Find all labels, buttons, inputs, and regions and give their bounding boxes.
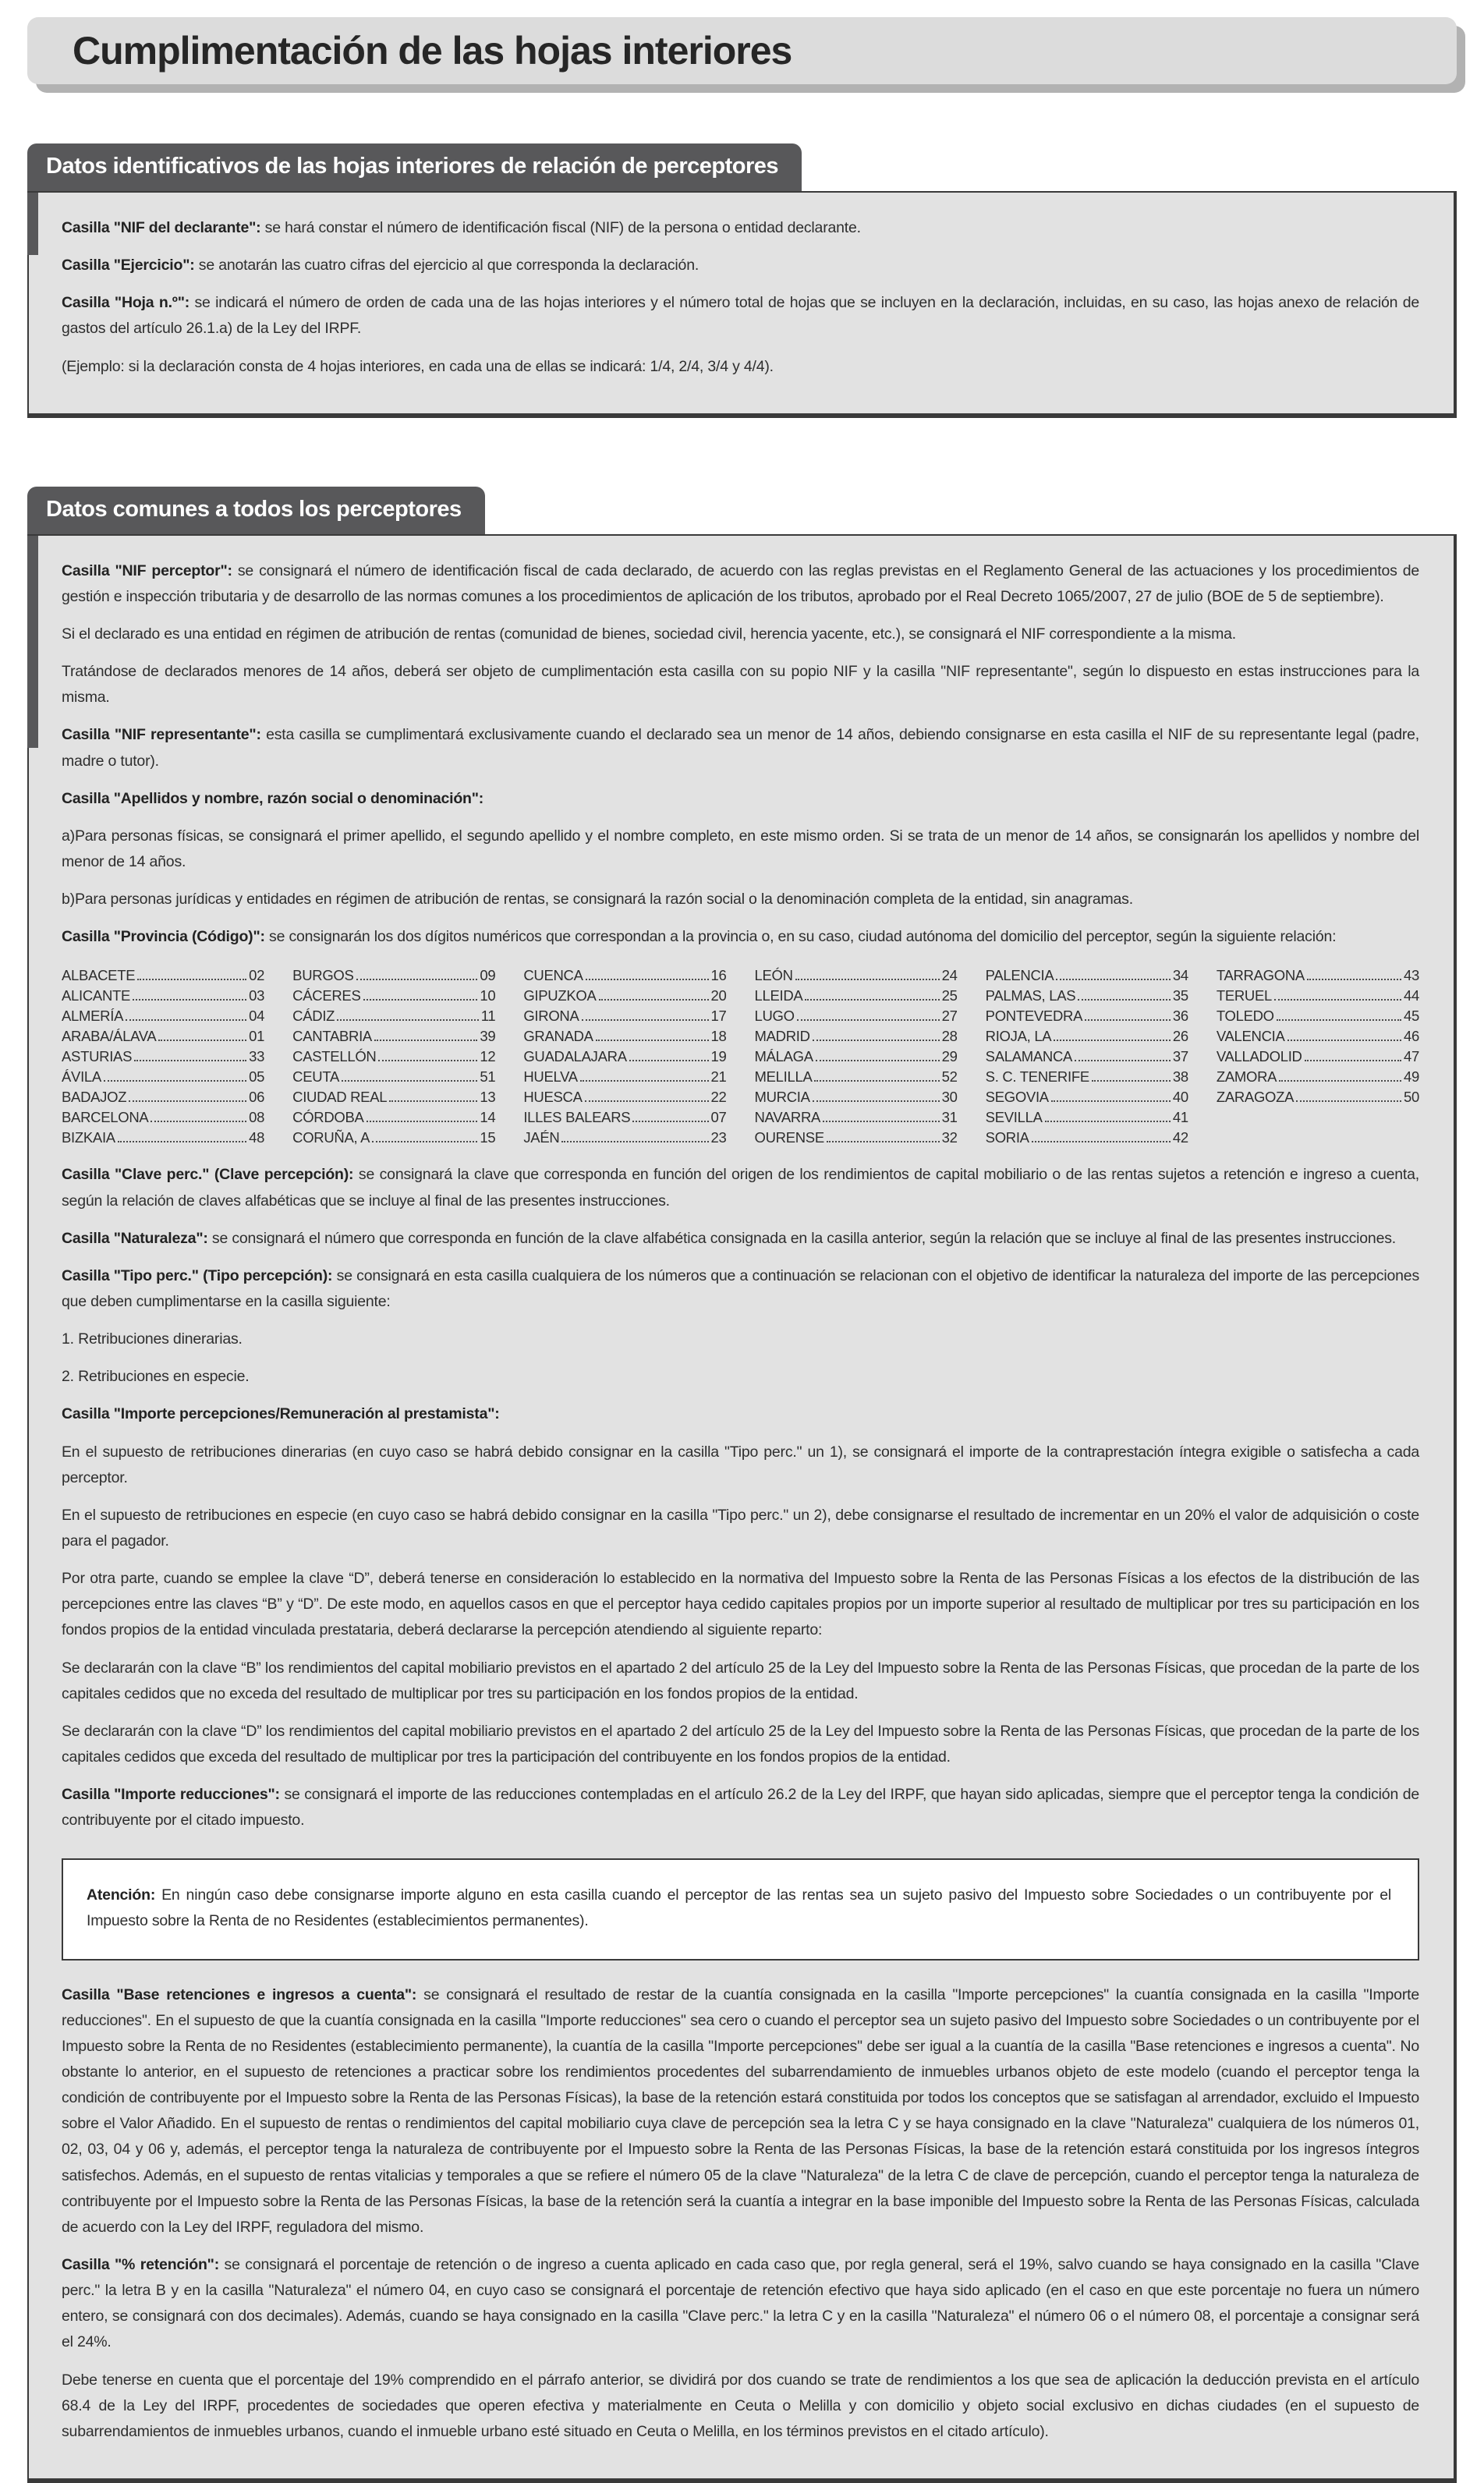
province-row (292, 1047, 495, 1067)
province-name: SEVILLA (985, 1109, 1043, 1126)
paragraph: Casilla "Hoja n.º": se indicará el número de orden de cada una de las hojas interiores y el número total de hojas que se incluyen en la declaración, incluidas, en su caso, las hojas anexo de relación de gastos del artículo 26.1.a) de la Ley del IRPF. (62, 294, 1419, 338)
province-row (523, 965, 726, 986)
province-row (754, 965, 957, 986)
province-code: 26 (1172, 1028, 1188, 1045)
casilla-label: Casilla "Base retenciones e ingresos a cuenta": (62, 1985, 417, 2003)
province-name: ALICANTE (62, 987, 131, 1004)
province-code: 18 (710, 1028, 727, 1045)
dot-leader (158, 1040, 246, 1041)
province-column (523, 965, 726, 1148)
province-row (986, 1067, 1188, 1087)
dot-leader (1054, 1040, 1171, 1041)
province-name: CÁCERES (292, 987, 361, 1004)
province-code: 30 (941, 1089, 958, 1106)
province-code: 07 (710, 1109, 727, 1126)
paragraph: Por otra parte, cuando se emplee la clave “D”, deberá tenerse en consideración lo establecido en la normativa del Impuesto sobre la Renta de las Personas Físicas a los efectos de la distribución de las percepciones entre las claves “B” y “D”. De este modo, en aquellos casos en que el perceptor haya cedido capitales propios por un importe superior al resultado de multiplicar por tres su participación en los fondos propios de la entidad vinculada prestataria, deberá declararse la percepción atendiendo al siguiente reparto: (62, 1570, 1419, 1639)
province-name: MURCIA (754, 1089, 810, 1106)
section-header-text: Datos comunes a todos los perceptores (46, 496, 462, 522)
dot-leader (1305, 1060, 1401, 1061)
casilla-label: Casilla "NIF del declarante": (62, 219, 261, 236)
province-name: CÓRDOBA (292, 1109, 364, 1126)
province-row (754, 1026, 957, 1047)
province-name: ÁVILA (62, 1068, 101, 1086)
dot-leader (1307, 979, 1401, 980)
dot-leader (1078, 999, 1171, 1001)
province-row (754, 1047, 957, 1067)
province-name: LEÓN (754, 967, 793, 984)
province-name: PONTEVEDRA (985, 1008, 1083, 1025)
paragraph: En el supuesto de retribuciones en especie (en cuyo caso se habrá debido consignar en la casilla "Tipo perc." un 2), debe consignarse el resultado de incrementar en un 20% el valor de adquisición o coste para el pagador. (62, 1506, 1419, 1550)
dot-leader (1056, 979, 1170, 980)
province-column (292, 965, 495, 1148)
paragraph: 1. Retribuciones dinerarias. (62, 1330, 243, 1348)
province-code: 36 (1172, 1008, 1188, 1025)
dot-leader (813, 1040, 940, 1041)
dot-leader (823, 1121, 940, 1122)
province-code: 35 (1172, 987, 1188, 1004)
province-row (62, 1006, 264, 1026)
paragraph: En el supuesto de retribuciones dinerarias (en cuyo caso se habrá debido consignar en la casilla "Tipo perc." un 1), se consignará el importe de la contraprestación íntegra exigible o satisfecha a cada perceptor. (62, 1443, 1419, 1486)
province-code: 32 (941, 1129, 958, 1146)
province-row (292, 1087, 495, 1107)
province-code: 17 (710, 1008, 727, 1025)
dot-leader (596, 1040, 709, 1041)
paragraph: Se declararán con la clave “B” los rendimientos del capital mobiliario previstos en el apartado 2 del artículo 25 de la Ley del Impuesto sobre la Renta de las Personas Físicas, que procedan de la parte de los capitales cedidos que no exceda del resultado de multiplicar por tres su participación en los fondos propios de la entidad. (62, 1659, 1419, 1702)
province-name: BIZKAIA (62, 1129, 115, 1146)
province-row (62, 1067, 264, 1087)
province-code: 31 (941, 1109, 958, 1126)
dot-leader (378, 1060, 477, 1061)
paragraph: Casilla "Clave perc." (Clave percepción): se consignará la clave que corresponda en función del origen de los rendimientos de capital mobiliario o de las rentas sujetos a retención e ingreso a cuenta, según la relación de claves alfabéticas que se incluye al final de las presentes instrucciones. (62, 1166, 1419, 1210)
document-page (0, 17, 1484, 2483)
province-name: MADRID (754, 1028, 810, 1045)
section-header-datos-identificativos (27, 143, 802, 191)
province-row (523, 1026, 726, 1047)
province-row (1217, 1067, 1419, 1087)
province-code: 41 (1172, 1109, 1188, 1126)
dot-leader (374, 1040, 477, 1041)
province-code: 19 (710, 1048, 727, 1065)
paragraph: Casilla "Ejercicio": se anotarán las cuatro cifras del ejercicio al que corresponda la declaración. (62, 257, 699, 275)
province-row (292, 1107, 495, 1128)
dot-leader (585, 1100, 709, 1102)
dot-leader (827, 1141, 940, 1142)
province-code: 48 (249, 1129, 265, 1146)
province-row (292, 1128, 495, 1148)
province-code: 25 (941, 987, 958, 1004)
dot-leader (372, 1141, 477, 1142)
province-row (292, 965, 495, 986)
province-row (986, 1087, 1188, 1107)
casilla-label: Casilla "Hoja n.º": (62, 294, 190, 312)
province-row (754, 1107, 957, 1128)
casilla-label: Casilla "Ejercicio": (62, 257, 195, 275)
province-row (1217, 965, 1419, 986)
dot-leader (363, 999, 478, 1001)
province-name: VALENCIA (1216, 1028, 1285, 1045)
province-row (523, 1047, 726, 1067)
province-code: 52 (941, 1068, 958, 1086)
dot-leader (582, 1019, 709, 1021)
province-name: ALMERÍA (62, 1008, 124, 1025)
province-name: TERUEL (1216, 987, 1273, 1004)
province-name: TOLEDO (1216, 1008, 1274, 1025)
province-name: ILLES BALEARS (523, 1109, 631, 1126)
province-row (523, 1006, 726, 1026)
province-name: GUADALAJARA (523, 1048, 627, 1065)
province-name: MÁLAGA (754, 1048, 813, 1065)
province-row (292, 986, 495, 1006)
province-row (1217, 986, 1419, 1006)
province-code: 44 (1404, 987, 1419, 1004)
province-name: HUESCA (523, 1089, 583, 1106)
dot-leader (805, 999, 939, 1001)
dot-leader (586, 979, 709, 980)
province-row (292, 1026, 495, 1047)
province-code: 12 (480, 1048, 496, 1065)
province-name: BARCELONA (62, 1109, 149, 1126)
province-name: BADAJOZ (62, 1089, 127, 1106)
section-datos-comunes (0, 487, 1484, 2483)
province-row (754, 1087, 957, 1107)
paragraph: Tratándose de declarados menores de 14 años, deberá ser objeto de cumplimentación esta casilla con su popio NIF y la casilla "NIF representante", según lo dispuesto en estas instrucciones para la misma. (62, 663, 1419, 707)
paragraph: Casilla "Tipo perc." (Tipo percepción): se consignará en esta casilla cualquiera de los números que a continuación se relacionan con el objetivo de identificar la naturaleza del importe de las percepciones que deben cumplimentarse en la casilla siguiente: (62, 1266, 1420, 1310)
dot-leader (561, 1141, 708, 1142)
paragraph (62, 786, 1419, 812)
province-code: 28 (941, 1028, 958, 1045)
province-row (1217, 1026, 1419, 1047)
dot-leader (1032, 1141, 1171, 1142)
province-name: OURENSE (754, 1129, 824, 1146)
paragraph: Casilla "% retención": se consignará el porcentaje de retención o de ingreso a cuenta aplicado en cada caso que, por regla general, será el 19%, salvo cuando se haya consignado en la casilla "Clave perc." la letra B y en la casilla "Naturaleza" el número 04, en cuyo caso se consignará el porcentaje de retención efectivo que haya sido aplicado (en el caso en que este porcentaje no fuera un número entero, se consignará con dos decimales). Además, cuando se haya consignado en la casilla "Clave perc." la letra C y en la casilla "Naturaleza" el número 06 o el número 08, el porcentaje a consignar será el 24%. (62, 2256, 1419, 2351)
paragraph: b)Para personas jurídicas y entidades en régimen de atribución de rentas, se consignará la razón social o la denominación completa de la entidad, sin anagramas. (62, 891, 1133, 909)
dot-leader (1287, 1040, 1401, 1041)
attention-box (62, 1858, 1419, 1960)
province-name: LUGO (754, 1008, 795, 1025)
province-name: NAVARRA (754, 1109, 821, 1126)
casilla-label: Casilla "Naturaleza": (62, 1229, 208, 1247)
province-code: 06 (249, 1089, 265, 1106)
casilla-label: Casilla "Clave perc." (Clave percepción): (62, 1166, 354, 1184)
province-row (62, 1128, 264, 1148)
province-name: SEGOVIA (985, 1089, 1049, 1106)
paragraph: Si el declarado es una entidad en régimen de atribución de rentas (comunidad de bienes, sociedad civil, herencia yacente, etc.), se consignará el NIF correspondiente a la misma. (62, 625, 1236, 643)
province-code: 34 (1172, 967, 1188, 984)
province-name: LLEIDA (754, 987, 803, 1004)
province-name: CÁDIZ (292, 1008, 335, 1025)
province-code: 05 (249, 1068, 265, 1086)
dot-leader (118, 1141, 246, 1142)
dot-leader (133, 999, 246, 1001)
province-name: MELILLA (754, 1068, 813, 1086)
province-row (1217, 1047, 1419, 1067)
dot-leader (342, 1080, 477, 1082)
dot-leader (389, 1100, 477, 1102)
dot-leader (814, 1080, 939, 1082)
province-row (62, 1087, 264, 1107)
province-name: TARRAGONA (1216, 967, 1305, 984)
section-content-datos-identificativos (27, 191, 1457, 418)
dot-leader (151, 1121, 246, 1122)
province-name: GRANADA (523, 1028, 593, 1045)
dot-leader (134, 1060, 246, 1061)
dot-leader (813, 1100, 940, 1102)
province-code: 37 (1172, 1048, 1188, 1065)
dot-leader (137, 979, 246, 980)
province-code: 40 (1172, 1089, 1188, 1106)
province-name: HUELVA (523, 1068, 578, 1086)
province-row (523, 1067, 726, 1087)
province-code: 03 (249, 987, 265, 1004)
province-code: 39 (480, 1028, 496, 1045)
province-row (62, 1047, 264, 1067)
province-column (1217, 965, 1419, 1148)
dot-leader (1075, 1060, 1171, 1061)
section-content-datos-comunes (27, 534, 1457, 2483)
section-header-datos-comunes (27, 487, 485, 534)
province-row (754, 1067, 957, 1087)
paragraph: Casilla "Importe reducciones": se consignará el importe de las reducciones contempladas en el artículo 26.2 de la Ley del IRPF, que hayan sido aplicadas, siempre que el perceptor tenga la condición de contribuyente por el citado impuesto. (62, 1786, 1419, 1829)
province-code: 33 (249, 1048, 265, 1065)
province-code: 15 (480, 1129, 496, 1146)
dot-leader (1296, 1100, 1401, 1102)
province-code: 01 (249, 1028, 265, 1045)
paragraph: Casilla "NIF perceptor": se consignará el número de identificación fiscal de cada declarado, de acuerdo con las reglas previstas en el Reglamento General de las actuaciones y los procedimientos de gestión e inspección tributaria y de desarrollo de las normas comunes a los procedimientos de aplicación de los tributos, aprobado por el Real Decreto 1065/2007, 27 de julio (BOE de 5 de septiembre). (62, 561, 1419, 605)
province-code: 02 (249, 967, 265, 984)
casilla-label: Casilla "Tipo perc." (Tipo percepción): (62, 1266, 333, 1284)
paragraph: Casilla "Provincia (Código)": se consignarán los dos dígitos numéricos que correspondan a la provincia o, en su caso, ciudad autónoma del domicilio del perceptor, según la siguiente relación: (62, 928, 1337, 946)
paragraph: (Ejemplo: si la declaración consta de 4 hojas interiores, en cada una de ellas se indicará: 1/4, 2/4, 3/4 y 4/4). (62, 357, 774, 375)
paragraph: Casilla "Base retenciones e ingresos a cuenta": se consignará el resultado de restar de la cuantía consignada en la casilla "Importe percepciones" la cuantía consignada en la casilla "Importe reducciones". En el supuesto de que la cuantía consignada en la casilla "Importe reducciones" sea cero o cuando el perceptor sea un sujeto pasivo del Impuesto sobre Sociedades o un contribuyente por el Impuesto sobre la Renta de no Residentes (establecimiento permanente), la cuantía de la casilla "Importe percepciones" debe ser igual a la cuantía de la casilla "Base retenciones e ingresos a cuenta". No obstante lo anterior, en el supuesto de retenciones a practicar sobre los rendimientos procedentes del subarrendamiento de inmuebles urbanos objeto de este modelo (cuando el perceptor tenga la condición de contribuyente por el Impuesto sobre la Renta de las Personas Físicas), la base de la retención estará constituida por todos los conceptos que se satisfagan al arrendador, excluido el Impuesto sobre el Valor Añadido. En el supuesto de rentas o rendimientos del capital mobiliario cuya clave de percepción sea la letra C y se haya consignado en la clave "Naturaleza" cualquiera de los números 01, 02, 03, 04 y 06 y, además, el perceptor tenga la naturaleza de contribuyente por el Impuesto sobre la Renta de las Personas Físicas, la base de la retención estará constituida por los ingresos íntegros satisfechos. Además, en el supuesto de rentas vitalicias y temporales a que se refiere el número 05 de la clave "Naturaleza" de la letra C de clave de percepción, cuando el perceptor tenga la naturaleza de contribuyente por el Impuesto sobre la Renta de las Personas Físicas, la base de la retención será la cuantía a integrar en la base imponible del Impuesto sobre la Renta de las Personas Físicas, calculada de acuerdo con la Ley del IRPF, reguladora del mismo. (62, 1985, 1419, 2236)
dot-leader (816, 1060, 940, 1061)
dot-leader (1274, 999, 1401, 1001)
province-code: 16 (710, 967, 727, 984)
province-name: GIPUZKOA (523, 987, 597, 1004)
dot-leader (1051, 1100, 1171, 1102)
province-row (523, 1128, 726, 1148)
province-name: RIOJA, LA (985, 1028, 1052, 1045)
province-code: 22 (710, 1089, 727, 1106)
province-name: CASTELLÓN (292, 1048, 377, 1065)
paragraph: Casilla "NIF representante": esta casilla se cumplimentará exclusivamente cuando el declarado sea un menor de 14 años, debiendo consignarse en esta casilla el NIF de su representante legal (padre, madre o tutor). (62, 726, 1419, 770)
province-name: VALLADOLID (1216, 1048, 1302, 1065)
province-row (754, 1006, 957, 1026)
province-name: ALBACETE (62, 967, 136, 984)
province-row (62, 986, 264, 1006)
province-row (62, 965, 264, 986)
province-row (62, 1026, 264, 1047)
province-row (986, 965, 1188, 986)
province-code: 13 (480, 1089, 496, 1106)
dot-leader (337, 1019, 479, 1021)
province-name: CORUÑA, A (292, 1129, 370, 1146)
province-name: S. C. TENERIFE (985, 1068, 1089, 1086)
dot-leader (1045, 1121, 1171, 1122)
province-code: 42 (1172, 1129, 1188, 1146)
province-name: ARABA/ÁLAVA (62, 1028, 157, 1045)
province-code: 50 (1404, 1089, 1419, 1106)
province-name: PALMAS, LAS (985, 987, 1076, 1004)
casilla-label: Casilla "NIF representante": (62, 726, 261, 744)
province-code: 43 (1404, 967, 1419, 984)
dot-leader (599, 999, 709, 1001)
province-code: 14 (480, 1109, 496, 1126)
province-row (62, 1107, 264, 1128)
province-column (986, 965, 1188, 1148)
dot-leader (356, 979, 478, 980)
province-name: ASTURIAS (62, 1048, 133, 1065)
dot-leader (632, 1121, 708, 1122)
province-name: GIRONA (523, 1008, 579, 1025)
casilla-label: Casilla "Provincia (Código)": (62, 928, 265, 946)
casilla-label: Casilla "Apellidos y nombre, razón social o denominación": (62, 789, 484, 807)
paragraph: 2. Retribuciones en especie. (62, 1368, 250, 1386)
section-datos-identificativos (0, 143, 1484, 418)
dot-leader (1085, 1019, 1171, 1021)
province-code: 46 (1404, 1028, 1419, 1045)
province-column (754, 965, 957, 1148)
paragraph: Casilla "Naturaleza": se consignará el número que corresponda en función de la clave alfabética consignada en la casilla anterior, según la relación que se incluye al final de las presentes instrucciones. (62, 1229, 1396, 1247)
province-code: 24 (941, 967, 958, 984)
province-code-table (62, 965, 1419, 1148)
province-code: 11 (480, 1008, 496, 1025)
province-code: 04 (249, 1008, 265, 1025)
province-row (1217, 1006, 1419, 1026)
province-name: BURGOS (292, 967, 354, 984)
province-row (754, 986, 957, 1006)
province-row (292, 1067, 495, 1087)
paragraph: Se declararán con la clave “D” los rendimientos del capital mobiliario previstos en el apartado 2 del artículo 25 de la Ley del Impuesto sobre la Renta de las Personas Físicas, que procedan de la parte de los capitales cedidos que exceda del resultado de multiplicar por tres la participación del contribuyente en los fondos propios de la entidad. (62, 1722, 1419, 1766)
page-title (27, 17, 1457, 84)
paragraph: Debe tenerse en cuenta que el porcentaje del 19% comprendido en el párrafo anterior, se dividirá por dos cuando se trate de rendimientos a los que sea de aplicación la deducción prevista en el artículo 68.4 de la Ley del IRPF, procedentes de sociedades que operen efectiva y materialmente en Ceuta o Melilla y con domicilio y objeto social exclusivo en dichas ciudades (en el supuesto de subarrendamientos de inmuebles urbanos, cuando el inmueble urbano esté situado en Ceuta o Melilla, en los términos previstos en el citado artículo). (62, 2371, 1419, 2440)
province-row (986, 1006, 1188, 1026)
dot-leader (1279, 1080, 1401, 1082)
province-code: 38 (1172, 1068, 1188, 1086)
province-code: 21 (710, 1068, 727, 1086)
page-title-text: Cumplimentación de las hojas interiores (73, 29, 792, 73)
province-row (986, 1026, 1188, 1047)
province-row (523, 986, 726, 1006)
province-name: CEUTA (292, 1068, 339, 1086)
province-code: 10 (480, 987, 496, 1004)
dot-leader (580, 1080, 709, 1082)
province-code: 20 (710, 987, 727, 1004)
province-row (523, 1107, 726, 1128)
dot-leader (1277, 1019, 1401, 1021)
province-row (986, 986, 1188, 1006)
dot-leader (126, 1019, 246, 1021)
province-column (62, 965, 264, 1148)
province-code: 23 (710, 1129, 727, 1146)
province-row (523, 1087, 726, 1107)
province-name: SALAMANCA (985, 1048, 1073, 1065)
province-code: 49 (1404, 1068, 1419, 1086)
province-row (986, 1047, 1188, 1067)
province-row (292, 1006, 495, 1026)
province-name: CUENCA (523, 967, 583, 984)
casilla-label: Casilla "NIF perceptor": (62, 561, 232, 579)
paragraph: Casilla "NIF del declarante": se hará constar el número de identificación fiscal (NIF) de la persona o entidad declarante. (62, 219, 861, 236)
dot-leader (795, 979, 940, 980)
province-name: CANTABRIA (292, 1028, 372, 1045)
casilla-label: Casilla "Importe reducciones": (62, 1786, 280, 1804)
attention-text: Atención: En ningún caso debe consignarse importe alguno en esta casilla cuando el perceptor de las rentas sea un sujeto pasivo del Impuesto sobre Sociedades o un contribuyente por el Impuesto sobre la Renta de no Residentes (establecimientos permanentes). (87, 1886, 1391, 1930)
province-row (986, 1107, 1188, 1128)
province-name: ZAMORA (1216, 1068, 1277, 1086)
province-code: 08 (249, 1109, 265, 1126)
dot-leader (367, 1121, 478, 1122)
dot-leader (629, 1060, 709, 1061)
casilla-label: Casilla "Importe percepciones/Remuneración al prestamista": (62, 1405, 500, 1423)
province-row (986, 1128, 1188, 1148)
paragraph: a)Para personas físicas, se consignará el primer apellido, el segundo apellido y el nombre completo, en este mismo orden. Si se trata de un menor de 14 años, se consignarán los apellidos y nombre del menor de 14 años. (62, 827, 1419, 870)
province-name: PALENCIA (985, 967, 1054, 984)
province-code: 47 (1404, 1048, 1419, 1065)
province-name: ZARAGOZA (1216, 1089, 1295, 1106)
province-code: 09 (480, 967, 496, 984)
province-code: 45 (1404, 1008, 1419, 1025)
province-name: JAÉN (523, 1129, 560, 1146)
dot-leader (104, 1080, 246, 1082)
province-code: 27 (941, 1008, 958, 1025)
province-row (1217, 1087, 1419, 1107)
casilla-label: Casilla "% retención": (62, 2256, 220, 2274)
province-name: CIUDAD REAL (292, 1089, 388, 1106)
paragraph (62, 1401, 1419, 1427)
province-code: 29 (941, 1048, 958, 1065)
dot-leader (129, 1100, 246, 1102)
section-header-text: Datos identificativos de las hojas interiores de relación de perceptores (46, 154, 779, 179)
dot-leader (797, 1019, 940, 1021)
dot-leader (1092, 1080, 1171, 1082)
province-row (754, 1128, 957, 1148)
attention-label: Atención: (87, 1886, 156, 1904)
province-code: 51 (480, 1068, 496, 1086)
province-name: SORIA (985, 1129, 1029, 1146)
